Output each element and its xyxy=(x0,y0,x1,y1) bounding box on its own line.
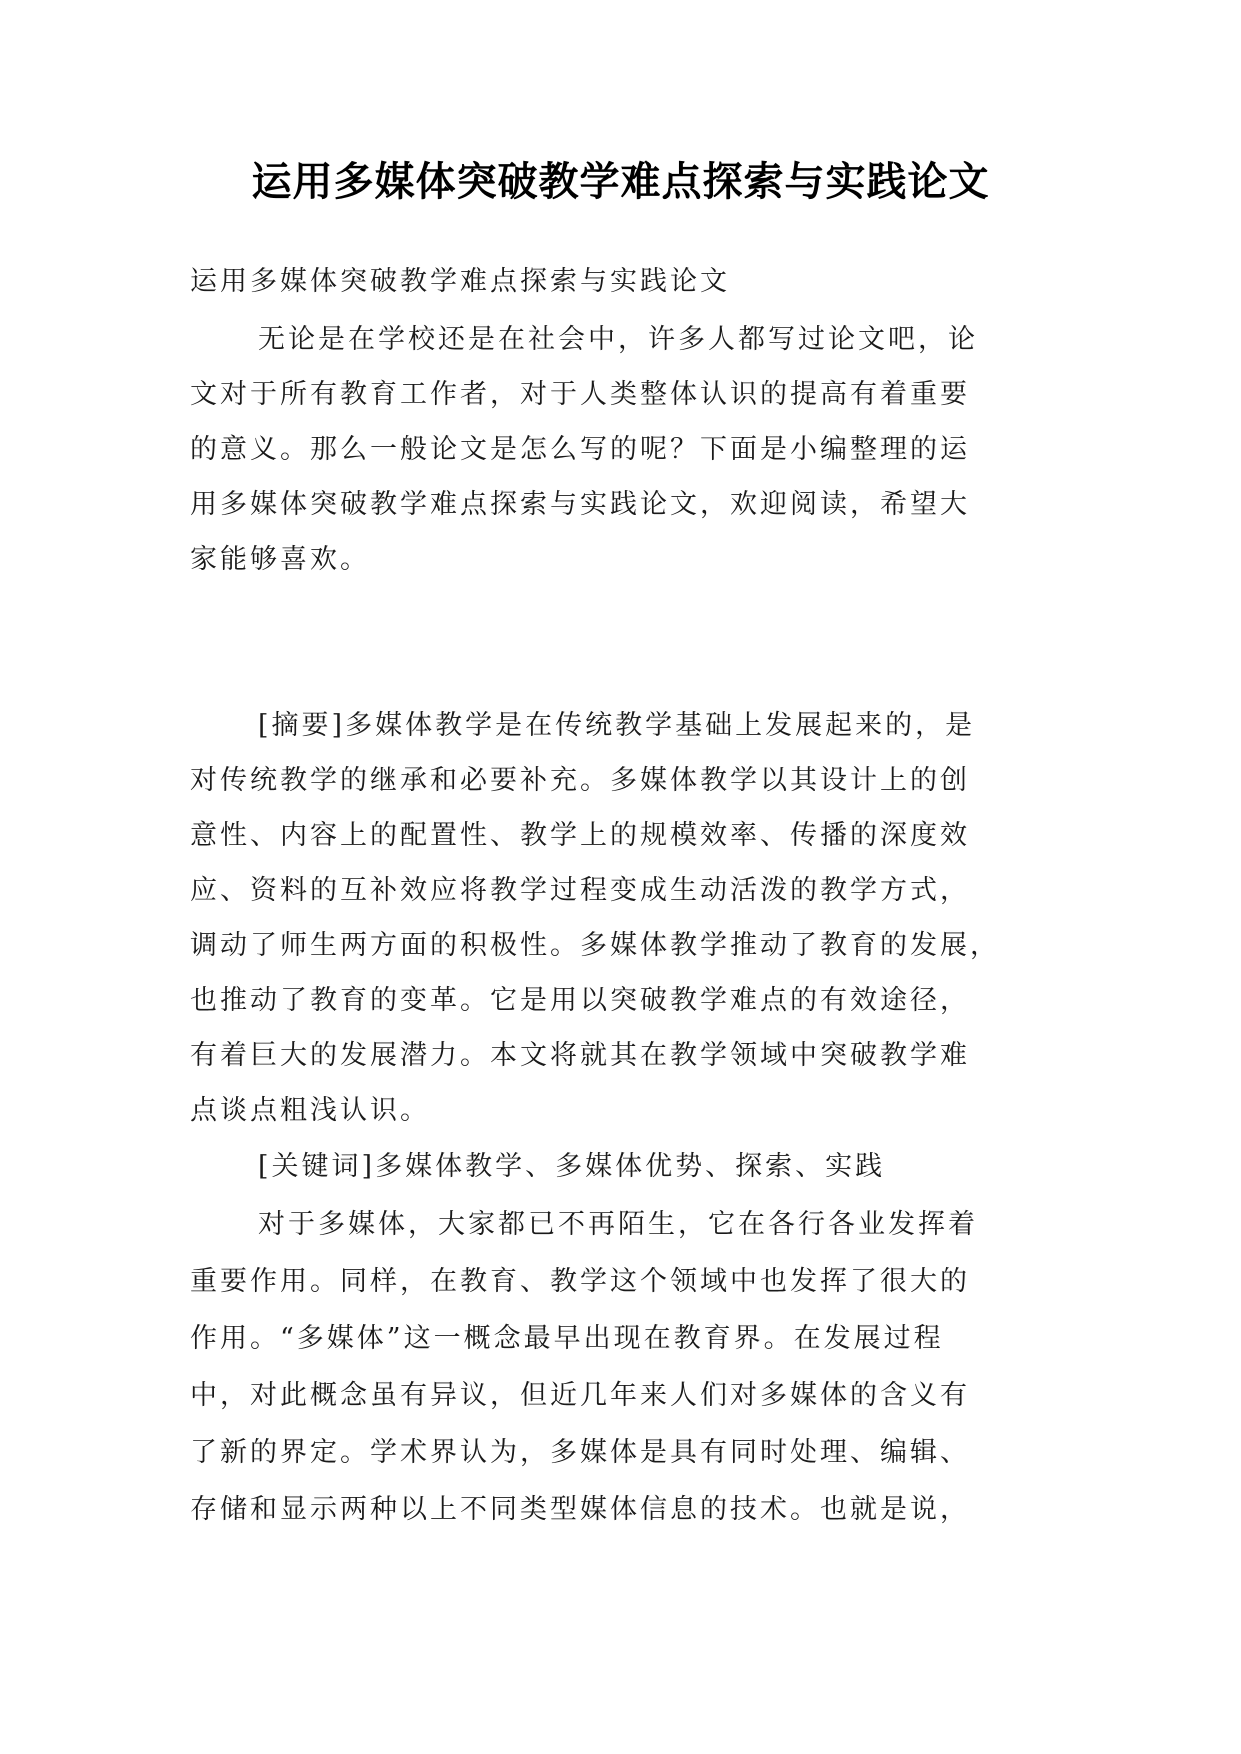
abstract-line: 意性、内容上的配置性、教学上的规模效率、传播的深度效 xyxy=(190,820,970,851)
abstract-line: [摘要]多媒体教学是在传统教学基础上发展起来的，是 xyxy=(258,710,976,741)
abstract-line: 有着巨大的发展潜力。本文将就其在教学领域中突破教学难 xyxy=(190,1040,970,1071)
body-line: 对于多媒体，大家都已不再陌生，它在各行各业发挥着 xyxy=(258,1209,978,1240)
abstract-line: 调动了师生两方面的积极性。多媒体教学推动了教育的发展， xyxy=(190,930,1000,961)
page-title: 运用多媒体突破教学难点探索与实践论文 xyxy=(251,159,990,205)
intro-line: 用多媒体突破教学难点探索与实践论文，欢迎阅读，希望大 xyxy=(190,489,970,520)
abstract-line: 对传统教学的继承和必要补充。多媒体教学以其设计上的创 xyxy=(190,765,970,796)
keywords-line: [关键词]多媒体教学、多媒体优势、探索、实践 xyxy=(258,1151,886,1182)
intro-line: 的意义。那么一般论文是怎么写的呢？下面是小编整理的运 xyxy=(190,434,970,465)
intro-line: 无论是在学校还是在社会中，许多人都写过论文吧，论 xyxy=(258,324,978,355)
subtitle-line: 运用多媒体突破教学难点探索与实践论文 xyxy=(190,266,730,297)
body-line: 中，对此概念虽有异议，但近几年来人们对多媒体的含义有 xyxy=(190,1380,970,1411)
intro-line: 家能够喜欢。 xyxy=(190,544,370,575)
abstract-line: 应、资料的互补效应将教学过程变成生动活泼的教学方式， xyxy=(190,875,970,906)
intro-line: 文对于所有教育工作者，对于人类整体认识的提高有着重要 xyxy=(190,379,970,410)
body-line: 作用。“多媒体”这一概念最早出现在教育界。在发展过程 xyxy=(190,1323,944,1354)
body-line: 了新的界定。学术界认为，多媒体是具有同时处理、编辑、 xyxy=(190,1437,970,1468)
body-line: 存储和显示两种以上不同类型媒体信息的技术。也就是说， xyxy=(190,1494,970,1525)
body-line: 重要作用。同样，在教育、教学这个领域中也发挥了很大的 xyxy=(190,1266,970,1297)
abstract-line: 点谈点粗浅认识。 xyxy=(190,1095,430,1126)
abstract-line: 也推动了教育的变革。它是用以突破教学难点的有效途径， xyxy=(190,985,970,1016)
